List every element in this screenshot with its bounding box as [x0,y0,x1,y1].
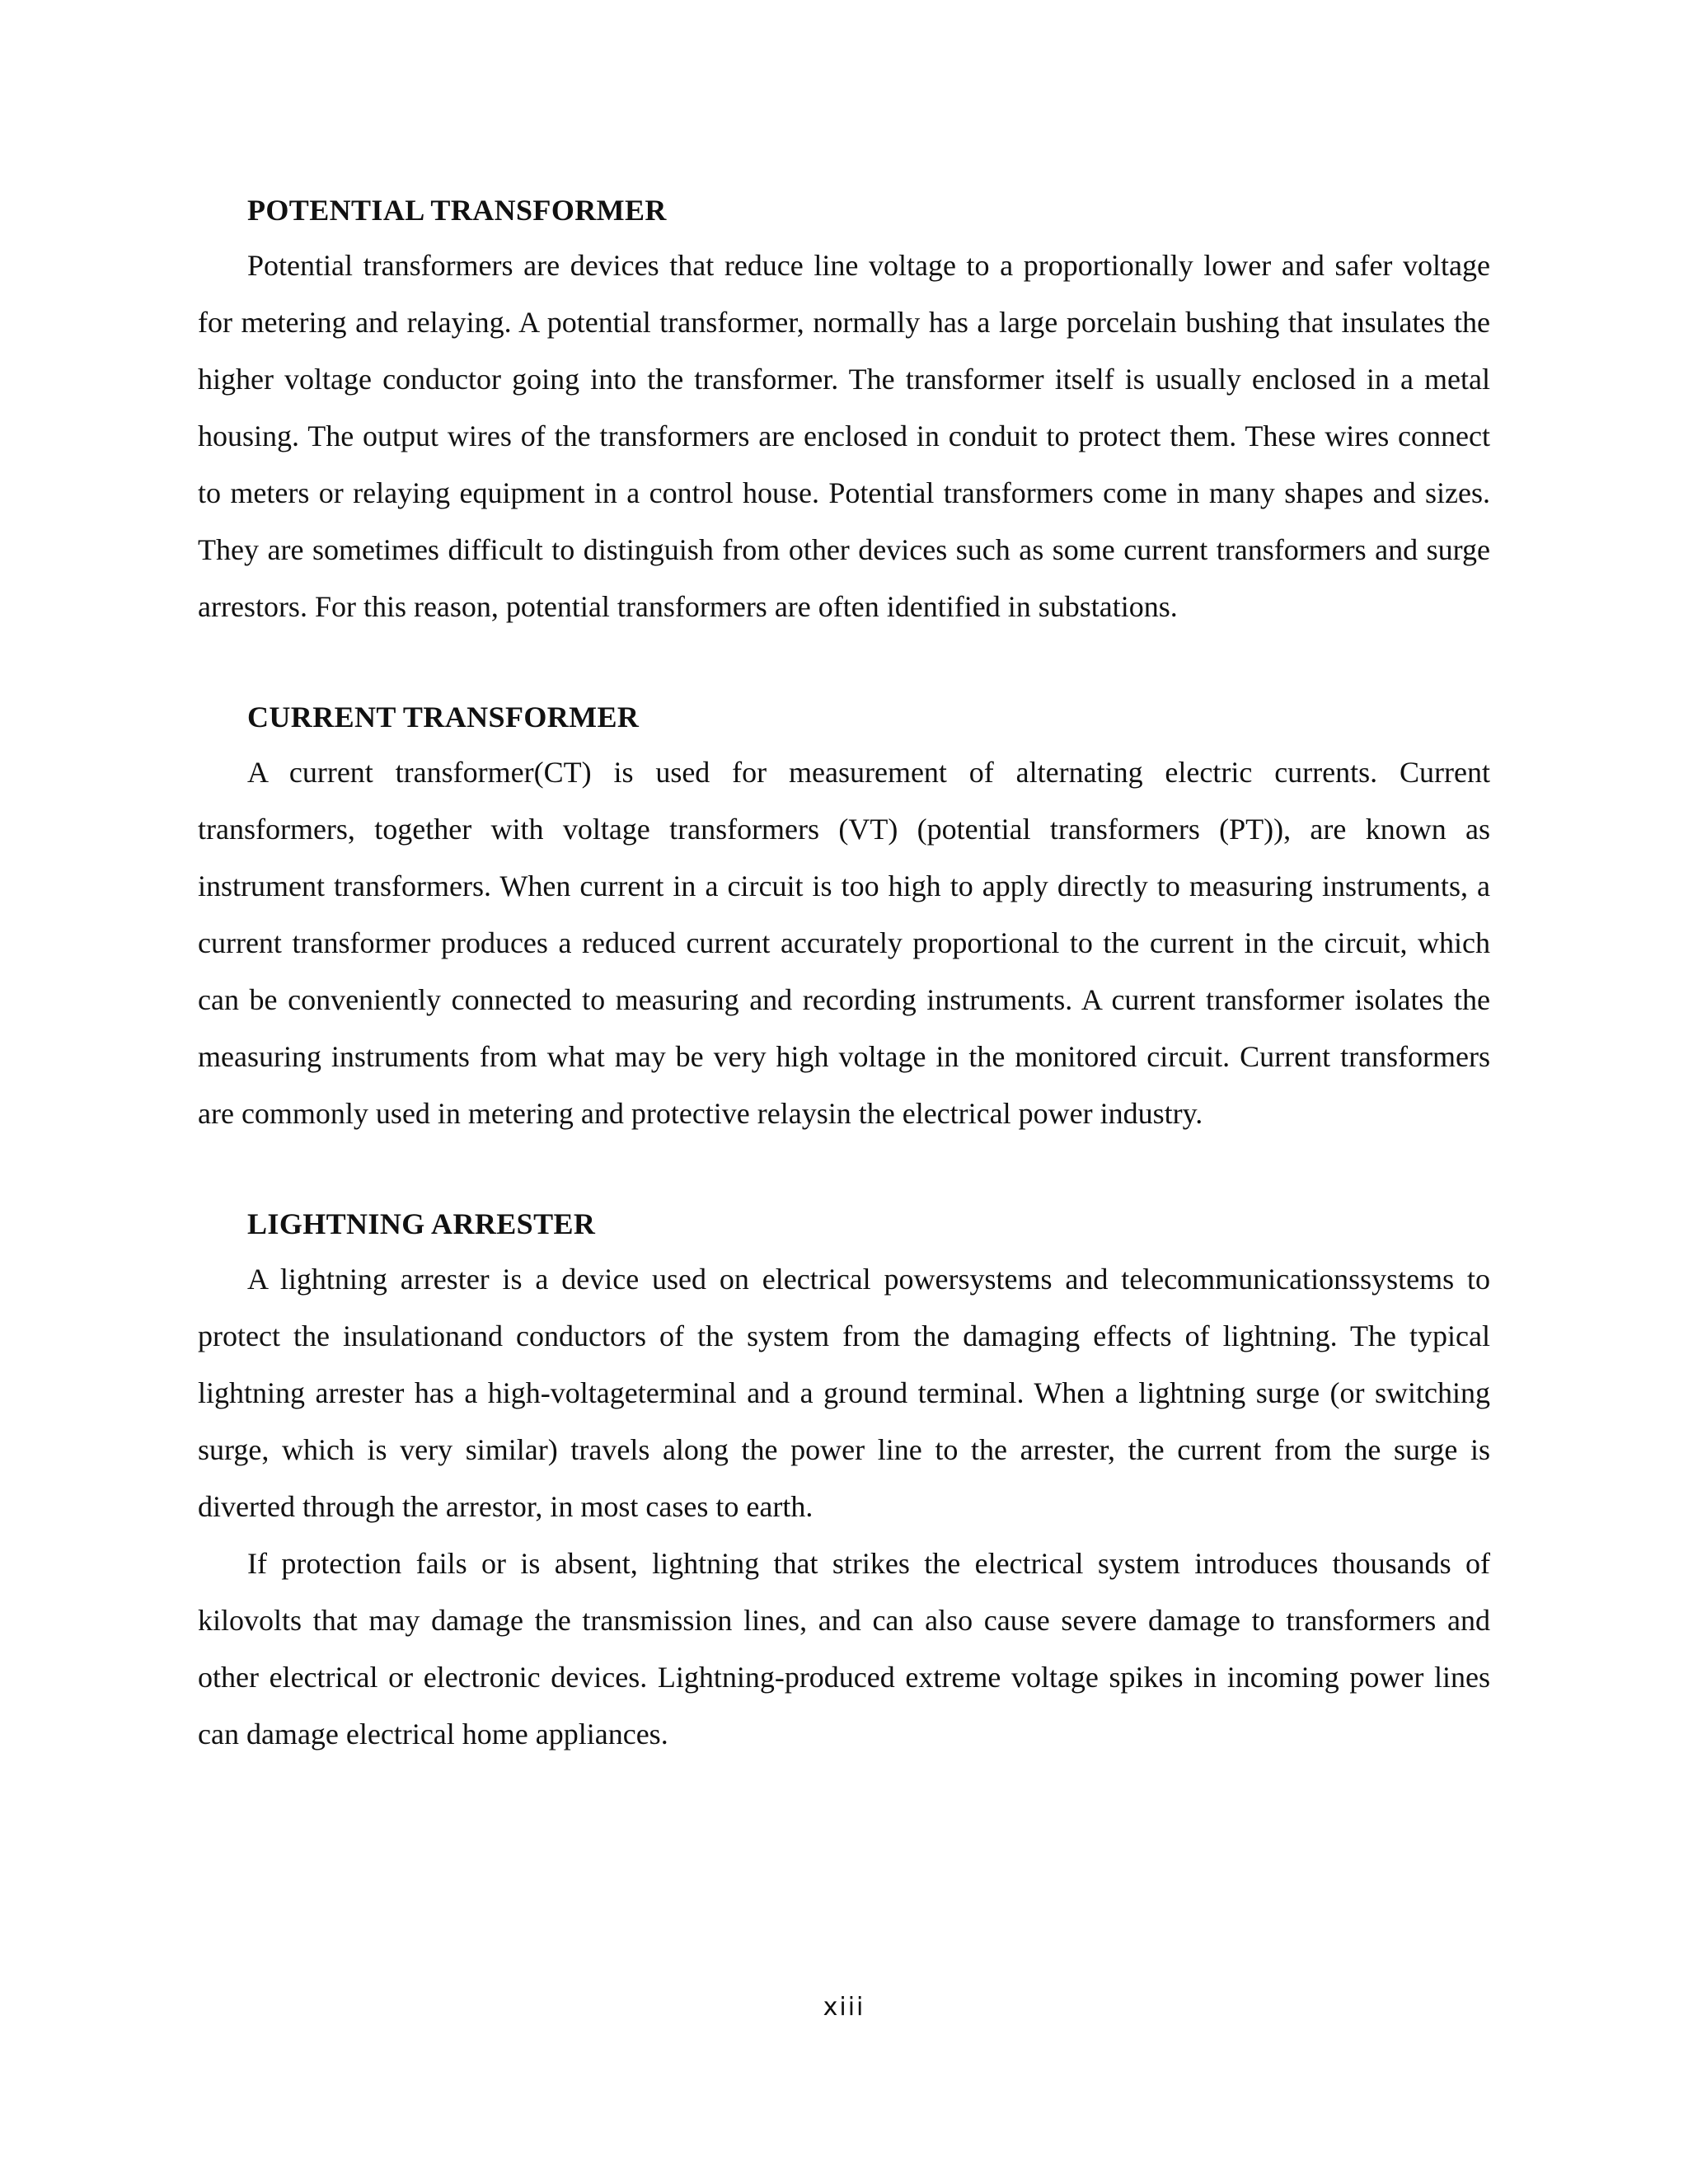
section-heading: POTENTIAL TRANSFORMER [247,194,667,227]
section-paragraph: If protection fails or is absent, lightning that strikes the electrical system introduces thousands of kilovolts that may damage the transmission lines, and can also cause severe damage to transformers and other electrical or electronic devices. Lightning-produced extreme voltage spikes in incoming power lines can damage electrical home appliances. [198,1547,1490,1750]
section-current-transformer [198,690,1490,1142]
section-paragraph: A lightning arrester is a device used on electrical powersystems and telecommunicationssystems to protect the insulationand conductors of the system from the damaging effects of lightning. The typical lightning arrester has a high-voltageterminal and a ground terminal. When a lightning surge (or switching surge, which is very similar) travels along the power line to the arrester, the current from the surge is diverted through the arrestor, in most cases to earth. [198,1263,1490,1523]
section-paragraph: A current transformer(CT) is used for measurement of alternating electric currents. Current transformers, together with voltage transformers (VT) (potential transformers (PT)), are known as instrument transformers. When current in a circuit is too high to apply directly to measuring instruments, a current transformer produces a reduced current accurately proportional to the current in the circuit, which can be conveniently connected to measuring and recording instruments. A current transformer isolates the measuring instruments from what may be very high voltage in the monitored circuit. Current transformers are commonly used in metering and protective relaysin the electrical power industry. [198,756,1490,1130]
section-heading: CURRENT TRANSFORMER [247,701,640,733]
section-potential-transformer [198,183,1490,635]
page-number: xiii [823,1993,865,2022]
section-lightning-arrester [198,1197,1490,1763]
section-paragraph: Potential transformers are devices that reduce line voltage to a proportionally lower and safer voltage for metering and relaying. A potential transformer, normally has a large porcelain bushing that insulates the higher voltage conductor going into the transformer. The transformer itself is usually enclosed in a metal housing. The output wires of the transformers are enclosed in conduit to protect them. These wires connect to meters or relaying equipment in a control house. Potential transformers come in many shapes and sizes. They are sometimes difficult to distinguish from other devices such as some current transformers and surge arrestors. For this reason, potential transformers are often identified in substations. [198,249,1490,623]
section-heading: LIGHTNING ARRESTER [247,1207,596,1240]
page-body [198,183,1490,1763]
